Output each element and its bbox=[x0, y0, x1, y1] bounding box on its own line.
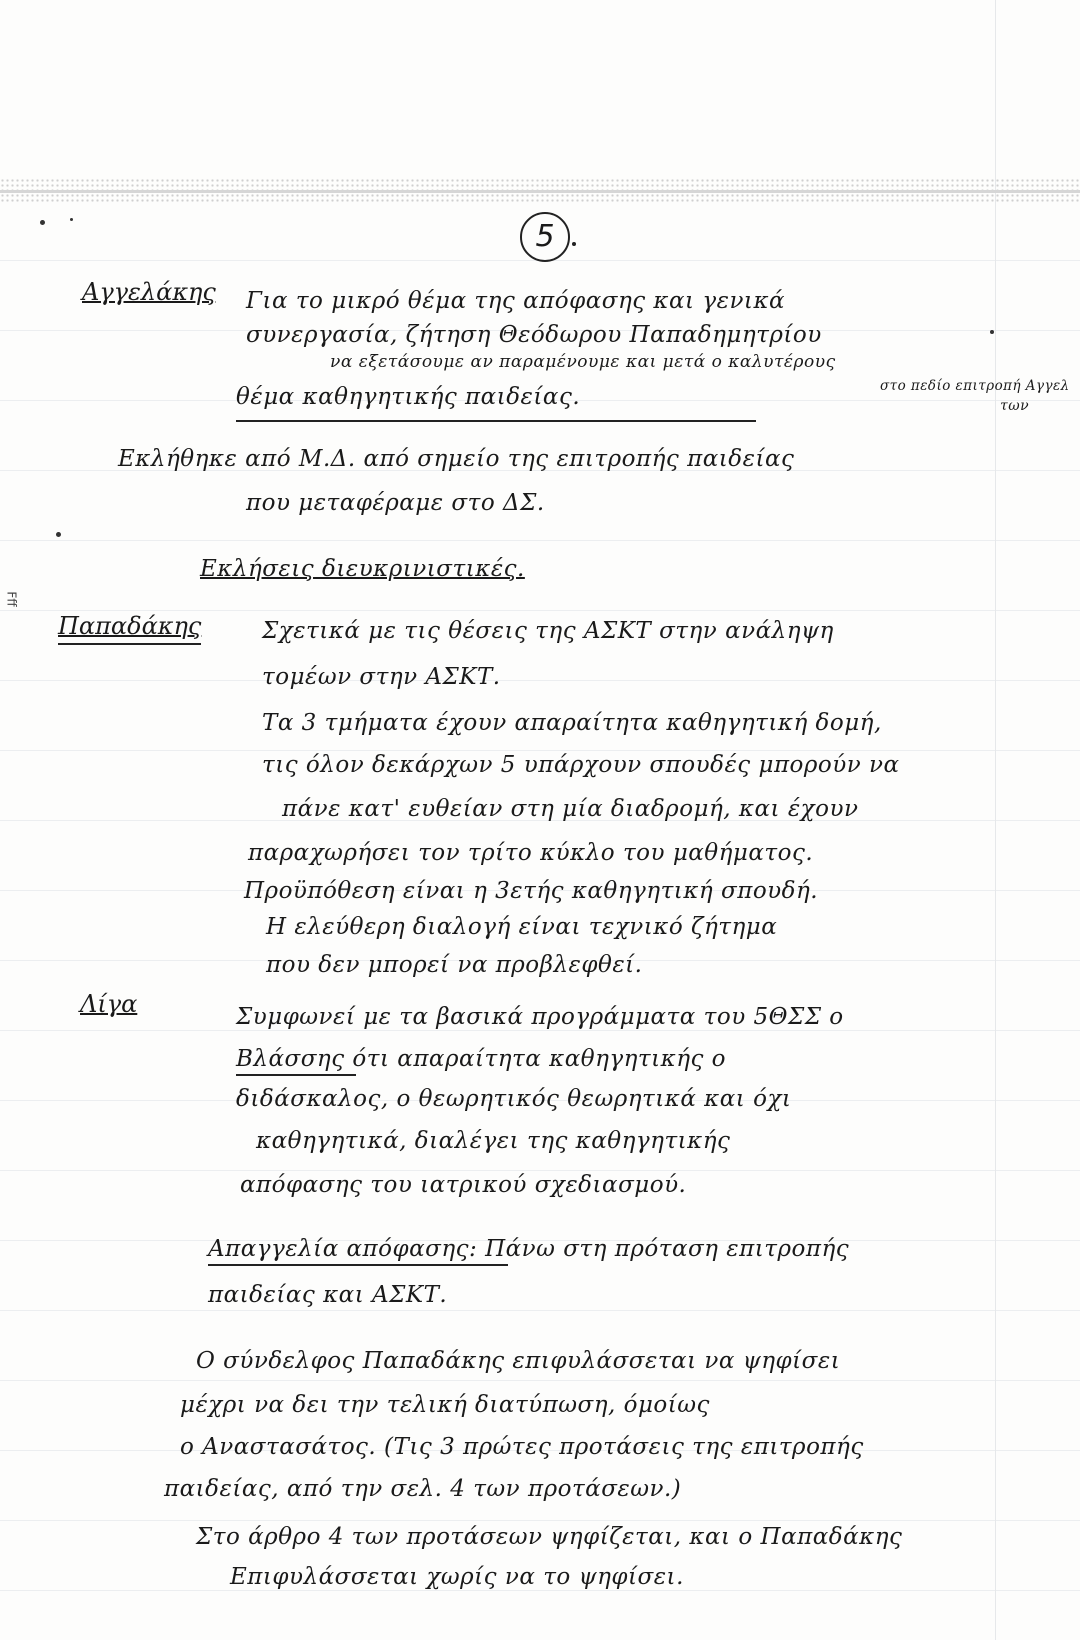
ruled-line bbox=[0, 750, 1080, 751]
text-line: θέμα καθηγητικής παιδείας. bbox=[236, 384, 581, 410]
text-line: Απαγγελία απόφασης: Πάνω στη πρόταση επιτροπής bbox=[208, 1236, 850, 1262]
text-line: απόφασης του ιατρικού σχεδιασμού. bbox=[240, 1172, 687, 1198]
ruled-line bbox=[0, 1030, 1080, 1031]
text-line: στο πεδίο επιτροπή Αγγελ bbox=[880, 378, 1070, 394]
underline-stroke bbox=[236, 1074, 356, 1076]
text-line: Εκλήθηκε από Μ.Δ. από σημείο της επιτροπής παιδείας bbox=[118, 446, 795, 472]
text-line: Στο άρθρο 4 των προτάσεων ψηφίζεται, και ο Παπαδάκης bbox=[196, 1524, 903, 1550]
text-line: παραχωρήσει τον τρίτο κύκλο του μαθήματος. bbox=[248, 840, 814, 866]
speaker-label: Λίγα bbox=[80, 990, 138, 1018]
text-line: Επιφυλάσσεται χωρίς να το ψηφίσει. bbox=[230, 1564, 684, 1590]
text-line: καθηγητικά, διαλέγει της καθηγητικής bbox=[256, 1128, 731, 1154]
section-heading: Εκλήσεις διευκρινιστικές. bbox=[200, 556, 525, 582]
text-line: Βλάσσης ότι απαραίτητα καθηγητικής ο bbox=[236, 1046, 727, 1072]
margin-line bbox=[995, 0, 996, 1640]
text-line: ο Αναστασάτος. (Τις 3 πρώτες προτάσεις της επιτροπής bbox=[180, 1434, 864, 1460]
page-number-dot bbox=[572, 242, 576, 246]
text-line: διδάσκαλος, ο θεωρητικός θεωρητικά και όχι bbox=[236, 1086, 792, 1112]
page-number: 5 bbox=[520, 212, 570, 262]
ruled-line bbox=[0, 1310, 1080, 1311]
ruled-line bbox=[0, 680, 1080, 681]
ink-speck bbox=[990, 330, 994, 334]
ruled-line bbox=[0, 610, 1080, 611]
ruled-line bbox=[0, 1590, 1080, 1591]
text-line: Ο σύνδελφος Παπαδάκης επιφυλάσσεται να ψηφίσει bbox=[196, 1348, 841, 1374]
underline-stroke bbox=[236, 420, 756, 422]
ruled-line bbox=[0, 1520, 1080, 1521]
text-line: Τα 3 τμήματα έχουν απαραίτητα καθηγητική δομή, bbox=[262, 710, 882, 736]
ink-speck bbox=[70, 218, 73, 221]
text-line: παιδείας, από την σελ. 4 των προτάσεων.) bbox=[164, 1476, 682, 1502]
ink-speck bbox=[56, 532, 61, 537]
text-line: Σχετικά με τις θέσεις της ΑΣΚΤ στην ανάληψη bbox=[262, 618, 834, 644]
perforation-edge bbox=[0, 190, 1080, 193]
text-line: συνεργασία, ζήτηση Θεόδωρου Παπαδημητρίου bbox=[246, 322, 822, 348]
text-line: τις όλον δεκάρχων 5 υπάρχουν σπουδές μπορούν να bbox=[262, 752, 900, 778]
ruled-line bbox=[0, 540, 1080, 541]
text-line: που δεν μπορεί να προβλεφθεί. bbox=[266, 952, 643, 978]
text-line: που μεταφέραμε στο ΔΣ. bbox=[246, 490, 545, 516]
text-line: μέχρι να δει την τελική διατύπωση, όμοίως bbox=[180, 1392, 710, 1418]
text-line: Συμφωνεί με τα βασικά προγράμματα του 5ΘΣΣ ο bbox=[236, 1004, 844, 1030]
text-line: παιδείας και ΑΣΚΤ. bbox=[208, 1282, 448, 1308]
side-mark: Fff bbox=[4, 591, 19, 607]
underline-stroke bbox=[208, 1264, 508, 1266]
speaker-label: Παπαδάκης bbox=[58, 612, 201, 645]
ruled-line bbox=[0, 1170, 1080, 1171]
text-line: Για το μικρό θέμα της απόφασης και γενικά bbox=[246, 288, 786, 314]
text-line: να εξετάσουμε αν παραμένουμε και μετά ο καλυτέρους bbox=[330, 352, 836, 372]
text-line: πάνε κατ' ευθείαν στη μία διαδρομή, και έχουν bbox=[282, 796, 859, 822]
ruled-line bbox=[0, 1380, 1080, 1381]
text-line: τομέων στην ΑΣΚΤ. bbox=[262, 664, 501, 690]
ink-speck bbox=[40, 220, 45, 225]
text-line: Προϋπόθεση είναι η 3ετής καθηγητική σπουδή. bbox=[244, 878, 819, 904]
text-line: των bbox=[1000, 398, 1030, 414]
speaker-label: Αγγελάκης bbox=[82, 278, 216, 306]
text-line: Η ελεύθερη διαλογή είναι τεχνικό ζήτημα bbox=[266, 914, 778, 940]
